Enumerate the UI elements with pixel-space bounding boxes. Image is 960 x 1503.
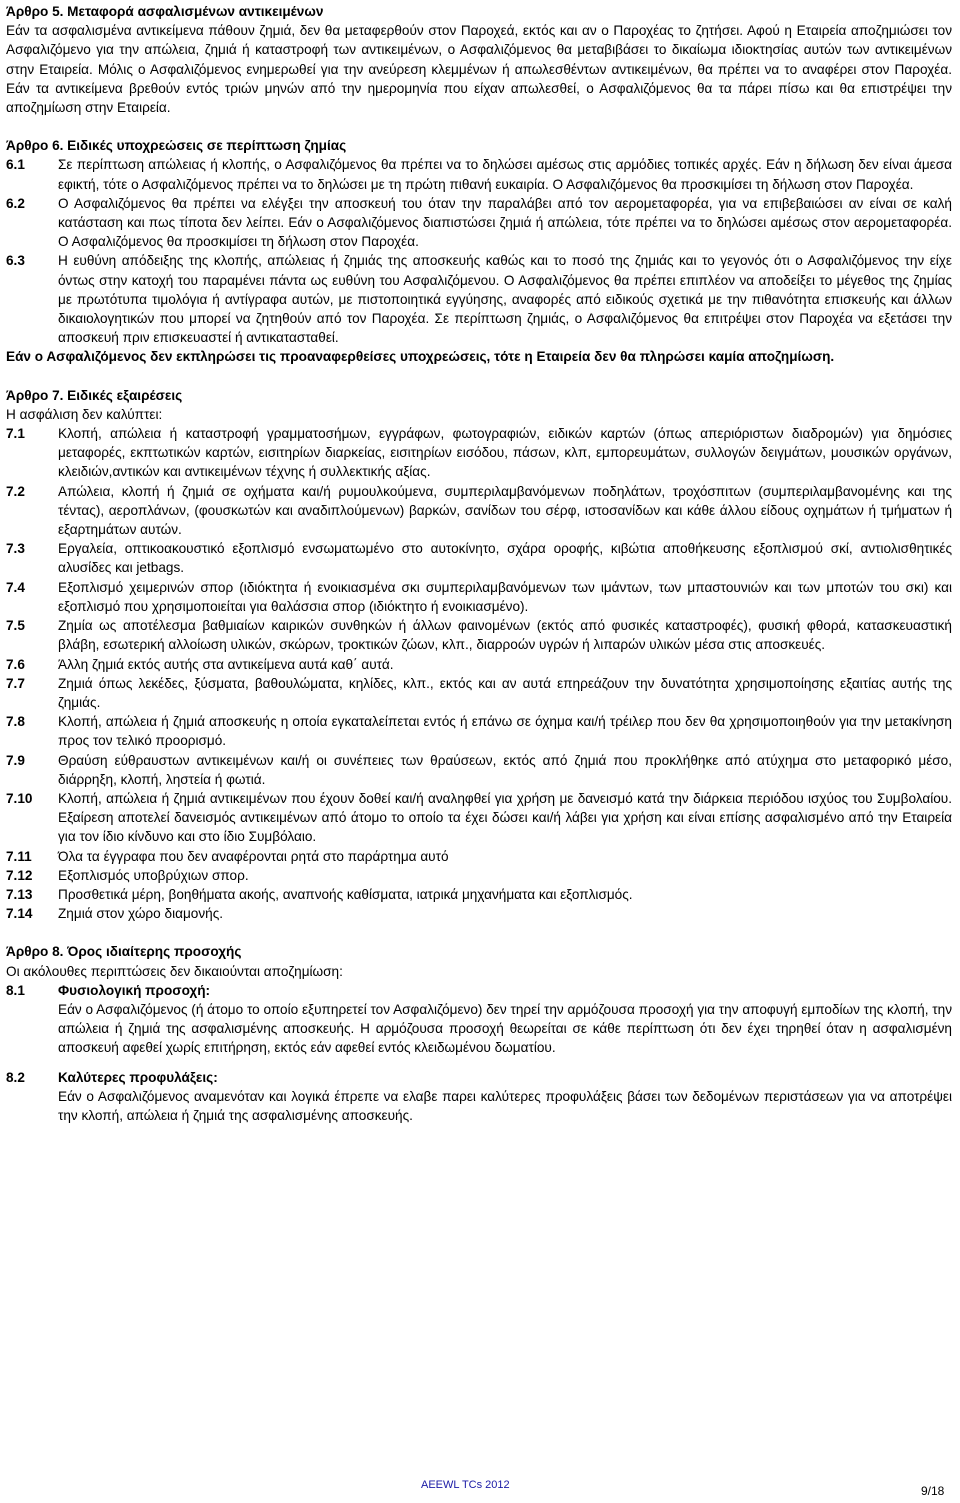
item-text: Ζημία ως αποτέλεσμα βαθμιαίων καιρικών συνθηκών ή άλλων φαινομένων (εκτός από φυσικές καταστροφές), φυσική φθορά, κατασκευαστική βλάβη, εσωτερική αλλοίωση υλικών, σκώρων, τροκτικών ζώων, κλπ., διαρροών υγρών ή λιπαρών υλικών μέσα στις αποσκευές. — [58, 618, 952, 653]
article-7-title: Άρθρο 7. Ειδικές εξαιρέσεις — [6, 387, 183, 403]
item-number: 7.13 — [6, 886, 33, 902]
article-8-item-body — [6, 1000, 952, 1058]
article-7-item — [6, 674, 952, 712]
item-heading: Καλύτερες προφυλάξεις: — [58, 1069, 218, 1085]
item-text: Εάν ο Ασφαλιζόμενος αναμενόταν και λογικά έπρεπε να ελαβε παρει καλύτερες προφυλάξεις βάσει των δεδομένων περιστάσεων για να αποτρέψει την κλοπή, απώλεια ή ζημιά της ασφαλισμένης αποσκευής. — [58, 1088, 952, 1123]
article-8-item — [6, 1068, 952, 1087]
item-text: Άλλη ζημιά εκτός αυτής στα αντικείμενα αυτά καθ΄ αυτά. — [58, 656, 394, 672]
article-8-intro: Οι ακόλουθες περιπτώσεις δεν δικαιούνται αποζημίωση: — [6, 963, 343, 979]
item-text: Κλοπή, απώλεια ή ζημιά αποσκευής η οποία εγκαταλείπεται εντός ή επάνω σε όχημα και/ή τρέιλερ που δεν θα χρησιμοποιηθούν για την μετακίνηση προς τον τελικό προορισμό. — [58, 714, 952, 749]
item-number: 6.3 — [6, 253, 25, 269]
article-8-title: Άρθρο 8. Όρος ιδιαίτερης προσοχής — [6, 944, 242, 960]
item-number: 6.1 — [6, 157, 25, 173]
footer-document-id: AEEWL TCs 2012 — [421, 1479, 510, 1491]
item-text: Ο Ασφαλιζόμενος θα πρέπει να ελέγξει την αποσκευή του όταν την παραλάβει από τον αερομεταφορέα, για να επιβεβαιώσει αν είναι σε καλή κατάσταση και πως τίποτα δεν λείπει. Εάν ο Ασφαλιζόμενος διαπιστώσει ζημιά ή απώλεια, τότε πρέπει να το δηλώσει αμέσως στον αερομεταφορέα. Ο Ασφαλιζόμενος θα προσκιμίσει τη δήλωση στον Παροχέα. — [58, 195, 952, 250]
item-number: 7.7 — [6, 675, 25, 691]
article-5-body: Εάν τα ασφαλισμένα αντικείμενα πάθουν ζημιά, δεν θα μεταφερθούν στον Παροχεά, εκτός και αν ο Παροχέας το ζητήσει. Αφού η Εταιρεία αποζημιώσει τον Ασφαλιζόμενο για την απώλεια, ζημιά ή καταστροφή των αντικειμένων, ο Ασφαλιζόμενος θα μεταβιβάσει το δικαίωμα ιδιοκτησίας αυτών των αντικειμένων στην Εταιρεία. Μόλις ο Ασφαλιζόμενος ενημερωθεί για την ανεύρεση κλεμμένων ή απωλεσθέντων αντικειμένων, θα πρέπει να το αναφέρει στον Παροχέα. Εάν τα αντικείμενα βρεθούν εντός τριών μηνών από την ημερομηνία που είχαν απωλεσθεί, ο Ασφαλιζόμενος θα τα πάρει πίσω και θα επιστρέψει την αποζημίωση στην Εταιρεία. — [6, 23, 952, 116]
item-number: 7.5 — [6, 618, 25, 634]
item-number: 7.3 — [6, 541, 25, 557]
article-6-item — [6, 194, 952, 252]
article-7-item — [6, 616, 952, 654]
article-7-item — [6, 904, 952, 923]
article-7-item — [6, 847, 952, 866]
item-number: 7.14 — [6, 906, 33, 922]
item-text: Εξοπλισμός υποβρύχιων σπορ. — [58, 867, 249, 883]
item-text: Η ευθύνη απόδειξης της κλοπής, απώλειας ή ζημιάς της αποσκευής καθώς και το ποσό της ζημιάς και το γεγονός ότι ο Ασφαλιζόμενος την είχε όντως στην κατοχή του παραμένει πάντα ως ευθύνη του Ασφαλιζόμενου. Ο Ασφαλιζόμενος θα πρέπει επιπλέον να αποδείξει το μέγεθος της ζημίας με πρωτότυπα τιμολόγια ή αντίγραφα αυτών, με πιστοποιητικά εγγύησης, αναφορές από ειδικούς σχετικά με την πιθανότητα επισκευής και άλλων δικαιολογητικών που μπορεί να ζητηθούν από τον Παροχέα. Σε περίπτωση ζημιάς, ο Ασφαλιζόμενος θα επιτρέψει στον Παροχέα να εξετάσει την αποσκευή πριν επισκευαστεί ή αντικατασταθεί. — [58, 253, 952, 346]
item-number: 7.2 — [6, 483, 25, 499]
item-text: Κλοπή, απώλεια ή ζημιά αντικειμένων που έχουν δοθεί και/ή αναληφθεί για χρήση με δανεισμό κατά την διάρκεια περιόδου ισχύος του Συμβολαίου. Εξαίρεση αποτελεί δανεισμός αντικειμένων από άτομο το οποίο τα έχει δώσει και/ή λάβει για χρήση και είναι επίσης ασφαλισμένο από την Εταιρεία για τον ίδιο κίνδυνο και στο ίδιο Συμβόλαιο. — [58, 790, 952, 845]
article-7-item — [6, 578, 952, 616]
article-7-item — [6, 751, 952, 789]
article-7-item — [6, 712, 952, 750]
article-7-item — [6, 482, 952, 540]
article-8-item-body — [6, 1087, 952, 1125]
article-6-title: Άρθρο 6. Ειδικές υποχρεώσεις σε περίπτωση ζημίας — [6, 138, 347, 154]
item-number: 7.11 — [6, 848, 32, 864]
item-text: Εάν ο Ασφαλιζόμενος (ή άτομο το οποίο εξυπηρετεί τον Ασφαλιζόμενο) δεν τηρεί την αρμόζουσα προσοχή για την αποφυγή εμποδίων της κλοπή, την απώλεια ή ζημιά της ασφαλισμένης αποσκευής. Η αρμόζουσα προσοχή θεωρείται σε κάθε περίπτωση ότι δεν έχει τηρηθεί όταν η ασφαλισμένη αποσκευή αφεθεί χωρίς επιτήρηση, εκτός εάν αφεθεί εντός κλειδωμένου δωματίου. — [58, 1001, 952, 1056]
item-heading: Φυσιολογική προσοχή: — [58, 982, 211, 998]
item-number: 7.6 — [6, 656, 25, 672]
page-number: 9/18 — [921, 1484, 945, 1498]
item-number: 8.2 — [6, 1069, 25, 1085]
article-7-item — [6, 789, 952, 847]
article-6-item — [6, 251, 952, 347]
article-7-item — [6, 655, 952, 674]
item-text: Εξοπλισμό χειμερινών σπορ (ιδιόκτητα ή ενοικιασμένα σκι συμπεριλαμβανόμενων των ιμάντων, των μπαστουνιών και των μποτών του σκι) και εξοπλισμό που χρησιμοποιείται για θαλάσσια σπορ (ιδιόκτητο ή ενοικιασμένο). — [58, 579, 952, 614]
item-number: 6.2 — [6, 195, 25, 211]
document-page — [6, 2, 952, 1125]
article-7-item — [6, 866, 952, 885]
item-text: Όλα τα έγγραφα που δεν αναφέρονται ρητά στο παράρτημα αυτό — [58, 848, 449, 864]
item-number: 7.12 — [6, 867, 33, 883]
item-text: Προσθετικά μέρη, βοηθήματα ακοής, αναπνοής καθίσματα, ιατρικά μηχανήματα και εξοπλισμός. — [58, 886, 633, 902]
item-text: Σε περίπτωση απώλειας ή κλοπής, ο Ασφαλιζόμενος θα πρέπει να το δηλώσει αμέσως στις αρμόδιες τοπικές αρχές. Εάν η δήλωση δεν είναι άμεσα εφικτή, τότε ο Ασφαλιζόμενος πρέπει να το δηλώσει με τη πρώτη πιθανή ευκαιρία. Ο Ασφαλιζόμενος θα προσκιμίσει τη δήλωση στον Παροχέα. — [58, 157, 952, 192]
item-text: Εργαλεία, οπτικοακουστικό εξοπλισμό ενσωματωμένο στο αυτοκίνητο, σχάρα οροφής, κιβώτια αποθήκευσης εξοπλισμού σκί, αντιολισθητικές αλυσίδες και jetbags. — [58, 541, 952, 576]
item-text: Ζημιά στον χώρο διαμονής. — [58, 906, 224, 922]
article-6-closing: Εάν ο Ασφαλιζόμενος δεν εκπληρώσει τις προαναφερθείσες υποχρεώσεις, τότε η Εταιρεία δεν θα πληρώσει καμία αποζημίωση. — [6, 349, 835, 365]
item-number: 7.10 — [6, 790, 33, 806]
item-text: Ζημιά όπως λεκέδες, ξύσματα, βαθουλώματα, κηλίδες, κλπ., εκτός και αν αυτά επηρεάζουν την δυνατότητα χρησιμοποίησης εξαιτίας αυτής της ζημιάς. — [58, 675, 952, 710]
article-8-item — [6, 981, 952, 1000]
item-text: Απώλεια, κλοπή ή ζημιά σε οχήματα και/ή ρυμουλκούμενα, συμπεριλαμβανόμενων ποδηλάτων, τροχόσπιτων (συμπεριλαμβανομένης και της τέντας), αεροπλάνων, (φουσκωτών και αναδιπλούμενων) βαρκών, σανίδων του σέρφ, ιστοσανίδων και κάθε άλλου είδους οχημάτων ή τμήματων ή εξαρτημάτων αυτών. — [58, 483, 952, 538]
item-number: 7.1 — [6, 426, 25, 442]
article-7-item — [6, 539, 952, 577]
item-text: Κλοπή, απώλεια ή καταστροφή γραμματοσήμων, εγγράφων, φωτογραφιών, ειδικών καρτών (όπως απεριόριστων διαδρομών) για δημόσιες μεταφορές, εκπτωτικών καρτών, εισιτηρίων διαρκείας, εισιτηρίων εισόδου, πάσων, κλπ, εμπορευμάτων, συλλογών δειγμάτων, μουσικών οργάνων, κλειδιών,αντικών και αντικειμένων τέχνης ή συλλεκτικής αξίας. — [58, 426, 952, 480]
article-7-item — [6, 885, 952, 904]
article-7-intro: Η ασφάλιση δεν καλύπτει: — [6, 406, 163, 422]
article-5-title: Άρθρο 5. Μεταφορά ασφαλισμένων αντικειμένων — [6, 4, 324, 19]
item-number: 7.9 — [6, 752, 25, 768]
item-text: Θραύση εύθραυστων αντικειμένων και/ή οι συνέπειες των θραύσεων, εκτός από ζημιά που προκλήθηκε από ατύχημα στο μεταφορικό μέσο, διάρρηξη, κλοπή, ληστεία ή φωτιά. — [58, 752, 952, 787]
article-6-item — [6, 155, 952, 193]
item-number: 8.1 — [6, 982, 25, 998]
item-number: 7.8 — [6, 714, 25, 730]
article-7-item — [6, 424, 952, 482]
item-number: 7.4 — [6, 579, 25, 595]
